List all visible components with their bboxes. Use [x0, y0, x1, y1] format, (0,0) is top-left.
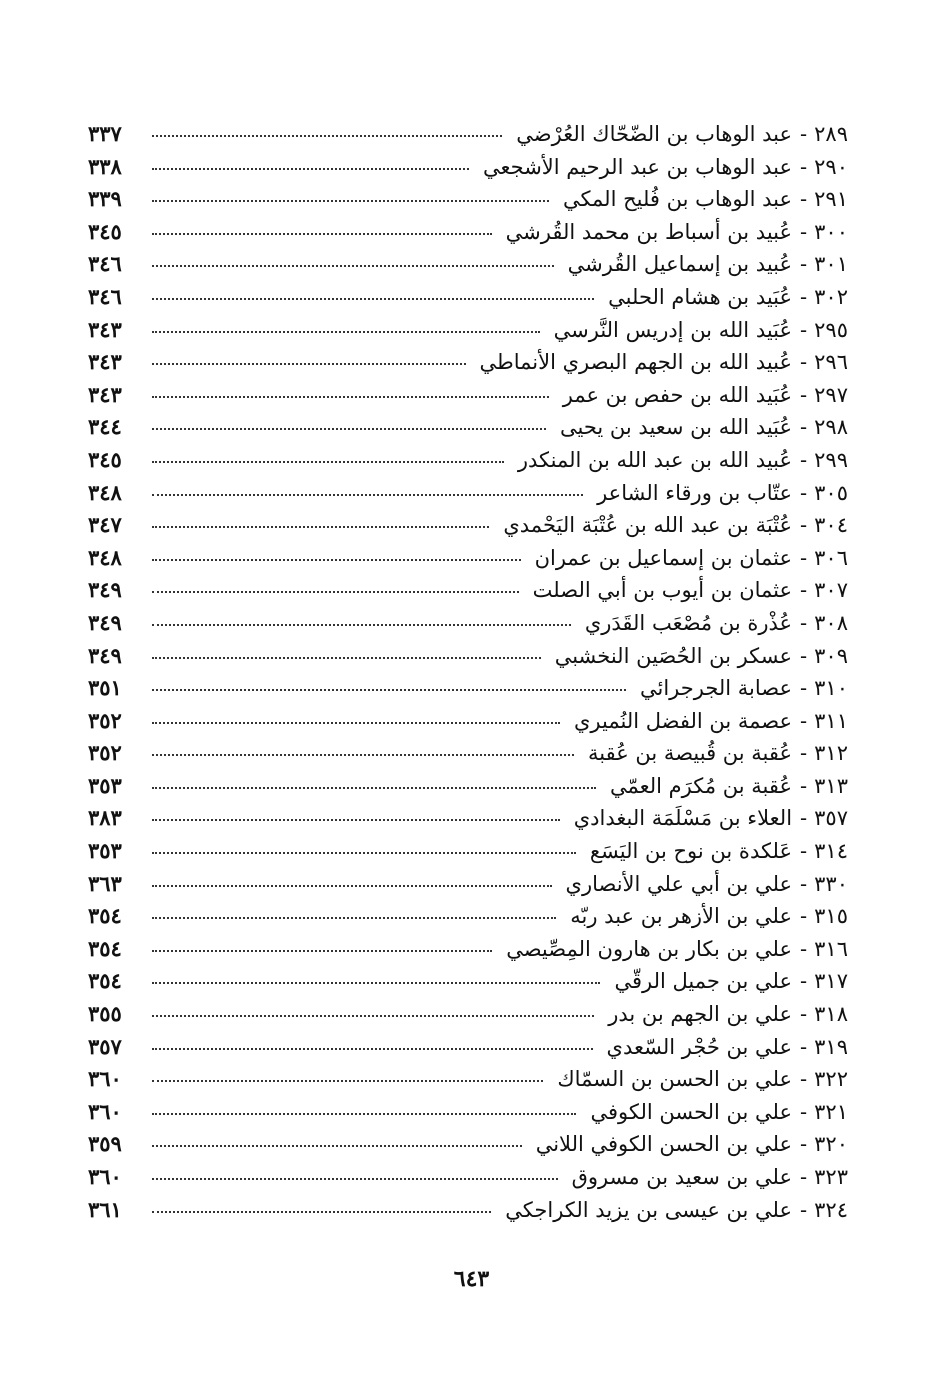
- entry-page-number: ٣٥٥: [88, 1001, 122, 1027]
- dot-leader: [152, 1048, 593, 1050]
- index-entry: [88, 574, 848, 607]
- index-entry: [88, 1063, 848, 1096]
- dot-leader: [152, 168, 469, 170]
- index-entry: [88, 1031, 848, 1064]
- index-entry: [88, 640, 848, 673]
- entry-name: عُقبة بن قُبيصة بن عُقبة: [588, 741, 793, 766]
- dot-leader: [152, 363, 466, 365]
- entry-name: عُتْبَة بن عبد الله بن عُتْبَة اليَحْمدي: [503, 513, 793, 538]
- entry-page-number: ٣٦٠: [88, 1098, 122, 1124]
- index-entry: [88, 248, 848, 281]
- entry-page-number: ٣٥٢: [88, 707, 122, 733]
- entry-page-number: ٣٤٣: [88, 316, 122, 342]
- entry-page-number: ٣٥٤: [88, 968, 122, 994]
- entry-name: عُذْرة بن مُصْعَب القَدَري: [584, 610, 793, 635]
- entry-number: ٢٩٨: [814, 415, 848, 440]
- entry-name: عثمان بن إسماعيل بن عمران: [534, 545, 793, 570]
- entry-separator: -: [800, 773, 808, 798]
- dot-leader: [152, 331, 540, 333]
- entry-page-number: ٣٤٩: [88, 609, 122, 635]
- index-entry: [88, 151, 848, 184]
- entry-number: ٣٠٨: [814, 610, 848, 635]
- dot-leader: [152, 1113, 576, 1115]
- entry-number: ٢٩٧: [814, 382, 848, 407]
- dot-leader: [152, 754, 574, 756]
- dot-leader: [152, 787, 596, 789]
- dot-leader: [152, 624, 571, 626]
- entry-separator: -: [800, 545, 808, 570]
- entry-name: عبد الوهاب بن عبد الرحيم الأشجعي: [483, 154, 793, 179]
- entry-number: ٣١١: [814, 708, 848, 733]
- entry-page-number: ٣٥٧: [88, 1033, 122, 1059]
- entry-page-number: ٣٤٥: [88, 218, 122, 244]
- entry-page-number: ٣٣٧: [88, 121, 122, 146]
- entry-name: علي بن سعيد بن مسروق: [571, 1165, 793, 1189]
- entry-name: علي بن الحسن الكوفي: [590, 1099, 793, 1124]
- index-entry: [88, 411, 848, 444]
- entry-page-number: ٣٤٥: [88, 446, 122, 472]
- entry-name: علي بن جميل الرقّي: [614, 969, 793, 994]
- entry-number: ٣٠٥: [814, 480, 848, 505]
- entry-name: عُبَيد الله بن سعيد بن يحيى: [560, 415, 793, 440]
- entry-number: ٣٠٠: [814, 219, 848, 244]
- entry-number: ٢٩٦: [814, 350, 848, 375]
- dot-leader: [152, 657, 541, 659]
- entry-separator: -: [800, 969, 808, 994]
- entry-name: عُبَيد الله بن حفص بن عمر: [562, 382, 793, 407]
- index-entry: [88, 705, 848, 738]
- entry-number: ٣١٥: [814, 904, 848, 929]
- entry-page-number: ٣٤٣: [88, 381, 122, 407]
- entry-separator: -: [800, 806, 808, 831]
- entry-separator: -: [800, 741, 808, 766]
- entry-separator: -: [800, 187, 808, 212]
- index-entry: [88, 1161, 848, 1194]
- entry-separator: -: [800, 676, 808, 701]
- entry-separator: -: [800, 1165, 808, 1189]
- entry-page-number: ٣٤٦: [88, 251, 122, 277]
- entry-number: ٣١٧: [814, 969, 848, 994]
- entry-separator: -: [800, 252, 808, 277]
- entry-name: عُبيد بن أسباط بن محمد القُرشي: [505, 219, 793, 244]
- entry-number: ٣٠٧: [814, 578, 848, 603]
- dot-leader: [152, 200, 549, 202]
- entry-page-number: ٣٥١: [88, 675, 122, 701]
- index-entry: [88, 1128, 848, 1161]
- entry-name: عبد الوهاب بن الضّحّاك العُرْضي: [516, 122, 793, 146]
- index-entry: [88, 835, 848, 868]
- entry-name: عُبيد الله بن عبد الله بن المنكدر: [517, 447, 793, 472]
- entry-page-number: ٣٣٨: [88, 153, 122, 179]
- entry-page-number: ٣٤٦: [88, 283, 122, 309]
- entry-page-number: ٣٤٩: [88, 577, 122, 603]
- entry-name: عصابة الجرجرائي: [640, 676, 793, 701]
- dot-leader: [152, 689, 626, 691]
- entry-name: عُبيد الله بن الجهم البصري الأنماطي: [479, 350, 793, 375]
- entry-name: علي بن الحسن بن السمّاك: [557, 1067, 793, 1092]
- index-entry: [88, 607, 848, 640]
- index-entry: [88, 770, 848, 803]
- index-entry: [88, 346, 848, 379]
- entry-number: ٣٢٠: [814, 1132, 848, 1157]
- entry-separator: -: [800, 1099, 808, 1124]
- entry-number: ٣٠٩: [814, 643, 848, 668]
- index-entry: [88, 118, 848, 151]
- dot-leader: [152, 428, 546, 430]
- entry-separator: -: [800, 1132, 808, 1157]
- entry-number: ٣٢١: [814, 1099, 848, 1124]
- entry-name: علي بن الأزهر بن عبد ربّه: [570, 904, 793, 929]
- entry-number: ٣١٦: [814, 936, 848, 961]
- entry-page-number: ٣٤٨: [88, 544, 122, 570]
- entry-separator: -: [800, 415, 808, 440]
- index-entry: [88, 672, 848, 705]
- dot-leader: [152, 1080, 543, 1082]
- dot-leader: [152, 917, 556, 919]
- entry-number: ٣٢٤: [814, 1197, 848, 1222]
- entry-separator: -: [800, 317, 808, 342]
- entry-number: ٣١٠: [814, 676, 848, 701]
- entry-name: عُقبة بن مُكرَم العمّي: [609, 773, 793, 798]
- entry-page-number: ٣٦٠: [88, 1164, 122, 1189]
- index-entry: [88, 900, 848, 933]
- entry-number: ٣٢٣: [814, 1165, 848, 1189]
- dot-leader: [152, 494, 583, 496]
- entry-name: علي بن الجهم بن بدر: [608, 1002, 793, 1027]
- dot-leader: [152, 1015, 594, 1017]
- dot-leader: [152, 526, 489, 528]
- dot-leader: [152, 396, 549, 398]
- entry-number: ٣٠٤: [814, 513, 848, 538]
- entry-page-number: ٣٥٩: [88, 1131, 122, 1157]
- index-entry: [88, 281, 848, 314]
- entry-page-number: ٣٤٤: [88, 414, 122, 440]
- entry-name: عثمان بن أيوب بن أبي الصلت: [532, 578, 793, 603]
- dot-leader: [152, 591, 519, 593]
- index-entry: [88, 183, 848, 216]
- dot-leader: [152, 982, 600, 984]
- entry-page-number: ٣٦٣: [88, 870, 122, 896]
- dot-leader: [152, 1145, 522, 1147]
- dot-leader: [152, 461, 504, 463]
- entry-number: ٣١٣: [814, 773, 848, 798]
- entry-page-number: ٣٥٣: [88, 772, 122, 798]
- entry-separator: -: [800, 122, 808, 146]
- entry-separator: -: [800, 480, 808, 505]
- entry-separator: -: [800, 578, 808, 603]
- entry-separator: -: [800, 284, 808, 309]
- index-entry: [88, 998, 848, 1031]
- entry-number: ٣١٤: [814, 839, 848, 864]
- entry-separator: -: [800, 382, 808, 407]
- entry-page-number: ٣٥٤: [88, 935, 122, 961]
- entry-name: عبد الوهاب بن فُليح المكي: [562, 187, 793, 212]
- entry-page-number: ٣٤٩: [88, 642, 122, 668]
- entry-number: ٣١٢: [814, 741, 848, 766]
- entry-separator: -: [800, 610, 808, 635]
- index-entry: [88, 379, 848, 412]
- dot-leader: [152, 265, 554, 267]
- dot-leader: [152, 135, 502, 137]
- entry-page-number: ٣٥٢: [88, 740, 122, 766]
- index-entry: [88, 802, 848, 835]
- entry-name: عُبيد بن إسماعيل القُرشي: [567, 252, 793, 277]
- entry-separator: -: [800, 513, 808, 538]
- index-entry: [88, 868, 848, 901]
- entry-number: ٣١٨: [814, 1002, 848, 1027]
- entry-page-number: ٣٤٧: [88, 512, 122, 538]
- entry-name: عصمة بن الفضل النُميري: [574, 708, 793, 733]
- entry-separator: -: [800, 936, 808, 961]
- entry-separator: -: [800, 1197, 808, 1222]
- entry-page-number: ٣٥٣: [88, 838, 122, 864]
- index-entry: [88, 509, 848, 542]
- entry-page-number: ٣٦١: [88, 1196, 122, 1222]
- entry-separator: -: [800, 447, 808, 472]
- entry-page-number: ٣٤٨: [88, 479, 122, 505]
- index-entry: [88, 542, 848, 575]
- entry-number: ٢٩٠: [814, 154, 848, 179]
- entry-number: ٣٠٢: [814, 284, 848, 309]
- index-entry: [88, 477, 848, 510]
- dot-leader: [152, 233, 492, 235]
- entry-number: ٣٣٠: [814, 871, 848, 896]
- entry-number: ٣٢٢: [814, 1067, 848, 1092]
- entry-separator: -: [800, 904, 808, 929]
- entry-name: العلاء بن مَسْلَمَة البغدادي: [573, 806, 793, 831]
- index-entry: [88, 933, 848, 966]
- entry-number: ٣٠٦: [814, 545, 848, 570]
- entry-name: عُبَيد بن هشام الحلبي: [608, 284, 793, 309]
- entry-name: عَلكدة بن نوح بن اليَسَع: [589, 839, 793, 864]
- entry-page-number: ٣٦٠: [88, 1066, 122, 1092]
- entry-separator: -: [800, 1002, 808, 1027]
- index-entry: [88, 965, 848, 998]
- dot-leader: [152, 559, 521, 561]
- page-number: ٦٤٣: [453, 1266, 490, 1292]
- dot-leader: [152, 1211, 491, 1213]
- entry-name: علي بن حُجْر السّعدي: [606, 1034, 793, 1059]
- dot-leader: [152, 852, 576, 854]
- index-entry: [88, 216, 848, 249]
- dot-leader: [152, 950, 492, 952]
- entry-number: ٣١٩: [814, 1034, 848, 1059]
- entry-page-number: ٣٥٤: [88, 903, 122, 929]
- entry-number: ٢٩٥: [814, 317, 848, 342]
- entry-separator: -: [800, 708, 808, 733]
- entry-separator: -: [800, 350, 808, 375]
- entry-name: علي بن بكار بن هارون المِصِّيصي: [506, 936, 793, 961]
- entry-number: ٣٠١: [814, 252, 848, 277]
- entry-separator: -: [800, 154, 808, 179]
- entry-page-number: ٣٤٣: [88, 349, 122, 375]
- index-entry: [88, 737, 848, 770]
- entry-separator: -: [800, 871, 808, 896]
- entry-page-number: ٣٣٩: [88, 186, 122, 212]
- entry-separator: -: [800, 219, 808, 244]
- entry-page-number: ٣٨٣: [88, 805, 122, 831]
- entry-number: ٢٨٩: [814, 122, 848, 146]
- entry-name: عتّاب بن ورقاء الشاعر: [597, 480, 793, 505]
- dot-leader: [152, 885, 552, 887]
- index-entry: [88, 444, 848, 477]
- entry-number: ٢٩٩: [814, 447, 848, 472]
- entry-name: علي بن الحسن الكوفي اللاني: [535, 1132, 793, 1157]
- entry-separator: -: [800, 1067, 808, 1092]
- entry-separator: -: [800, 1034, 808, 1059]
- dot-leader: [152, 298, 594, 300]
- entry-separator: -: [800, 643, 808, 668]
- entry-number: ٢٩١: [814, 187, 848, 212]
- index-entry: [88, 1194, 848, 1227]
- entry-separator: -: [800, 839, 808, 864]
- entry-name: عُبَيد الله بن إدريس النَّرسي: [553, 317, 793, 342]
- entry-name: علي بن عيسى بن يزيد الكراجكي: [505, 1197, 793, 1222]
- dot-leader: [152, 722, 560, 724]
- entry-name: علي بن أبي علي الأنصاري: [565, 871, 793, 896]
- entry-number: ٣٥٧: [814, 806, 848, 831]
- dot-leader: [152, 819, 560, 821]
- index-entry: [88, 314, 848, 347]
- index-list: [88, 118, 848, 1226]
- dot-leader: [152, 1178, 558, 1180]
- entry-name: عسكر بن الحُصَين النخشبي: [554, 643, 793, 668]
- index-entry: [88, 1096, 848, 1129]
